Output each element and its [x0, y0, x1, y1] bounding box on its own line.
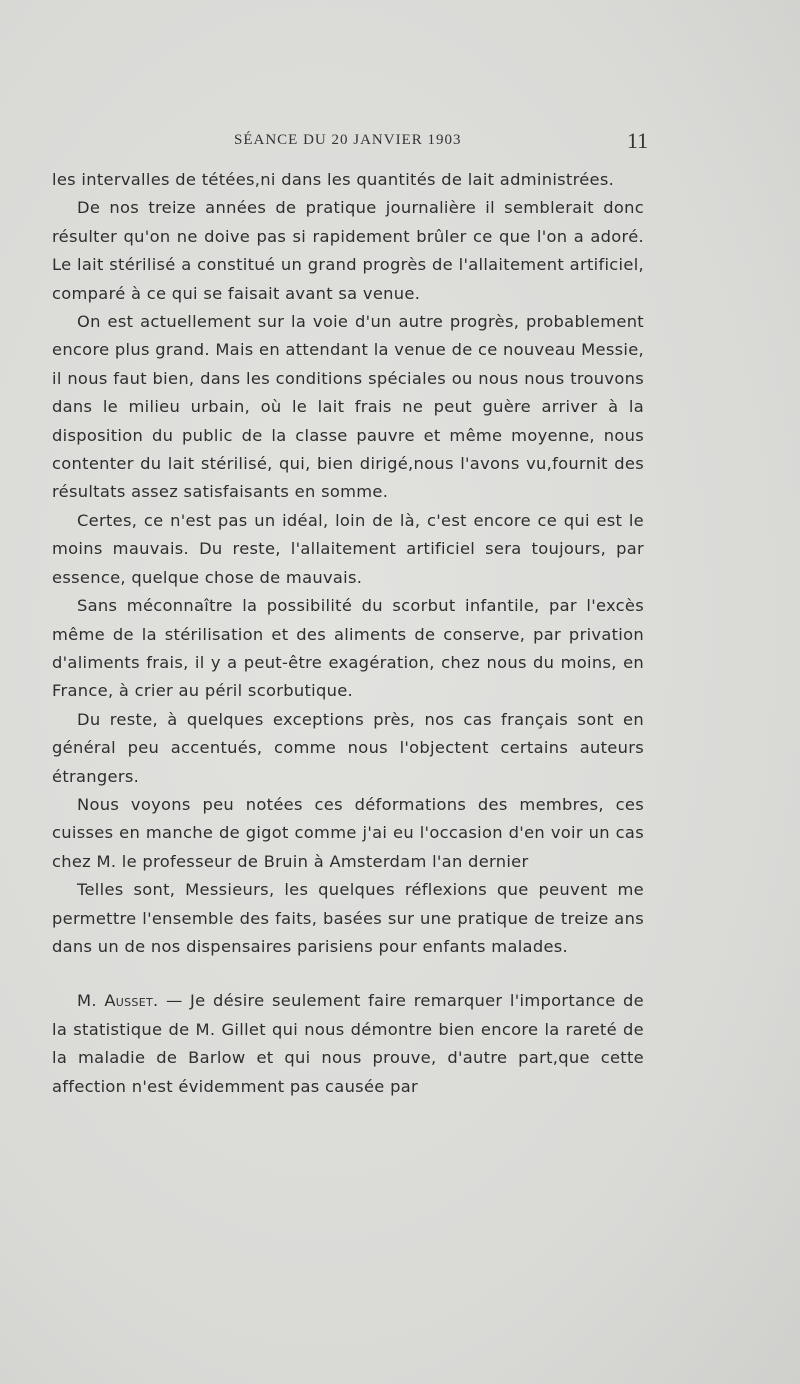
- paragraph: Certes, ce n'est pas un idéal, loin de là, c'est encore ce qui est le moins mauvais. Du reste, l'allaitement artificiel sera toujours, par essence, quelque chose de mauvais.: [52, 510, 644, 587]
- paragraph: On est actuellement sur la voie d'un autre progrès, probablement encore plus grand. Mais en attendant la venue de ce nouveau Messie, il nous faut bien, dans les conditions spéciales ou nous nous trouvons dans le milieu urbain, où le lait frais ne peut guère arriver à la disposition du public de la classe pauvre et même moyenne, nous contenter du lait stérilisé, qui, bien dirigé,nous l'avons vu,fournit des résultats assez satisfaisants en somme.: [52, 312, 645, 502]
- running-title: SÉANCE DU 20 JANVIER 1903: [234, 132, 462, 148]
- page-header: [0, 128, 800, 158]
- paragraph: Sans méconnaître la possibilité du scorbut infantile, par l'excès même de la stérilisation et des aliments de conserve, par privation d'aliments frais, il y a peut-être exagération, chez nous du moins, en France, à crier au péril scorbutique.: [52, 596, 644, 701]
- discussion-text: . — Je désire seulement faire remarquer l'importance de la statistique de M. Gillet qui nous démontre bien encore la rareté de la maladie de Barlow et qui nous prouve, d'autre part,que cette affection n'est évidemment pas causée par: [52, 991, 644, 1096]
- paragraph: Du reste, à quelques exceptions près, nos cas français sont en général peu accentués, comme nous l'objectent certains auteurs étrangers.: [52, 709, 644, 786]
- speaker-name: Ausset: [104, 991, 153, 1011]
- paragraph: De nos treize années de pratique journalière il semblerait donc résulter qu'on ne doive pas si rapidement brûler ce que l'on a adoré. Le lait stérilisé a constitué un grand progrès de l'allaitement artificiel, comparé à ce qui se faisait avant sa venue.: [52, 198, 644, 303]
- paragraph: les intervalles de tétées,ni dans les quantités de lait administrées.: [52, 170, 615, 189]
- paragraph: Nous voyons peu notées ces déformations des membres, ces cuisses en manche de gigot comme j'ai eu l'occasion d'en voir un cas chez M. le professeur de Bruin à Amsterdam l'an dernier: [52, 794, 644, 871]
- discussion-paragraph: [52, 987, 644, 1101]
- speaker-prefix: M.: [77, 991, 97, 1011]
- paragraph: Telles sont, Messieurs, les quelques réflexions que peuvent me permettre l'ensemble des faits, basées sur une pratique de treize ans dans un de nos dispensaires parisiens pour enfants malades.: [52, 880, 644, 956]
- page-number: 11: [627, 128, 649, 153]
- body-text: [52, 166, 644, 1101]
